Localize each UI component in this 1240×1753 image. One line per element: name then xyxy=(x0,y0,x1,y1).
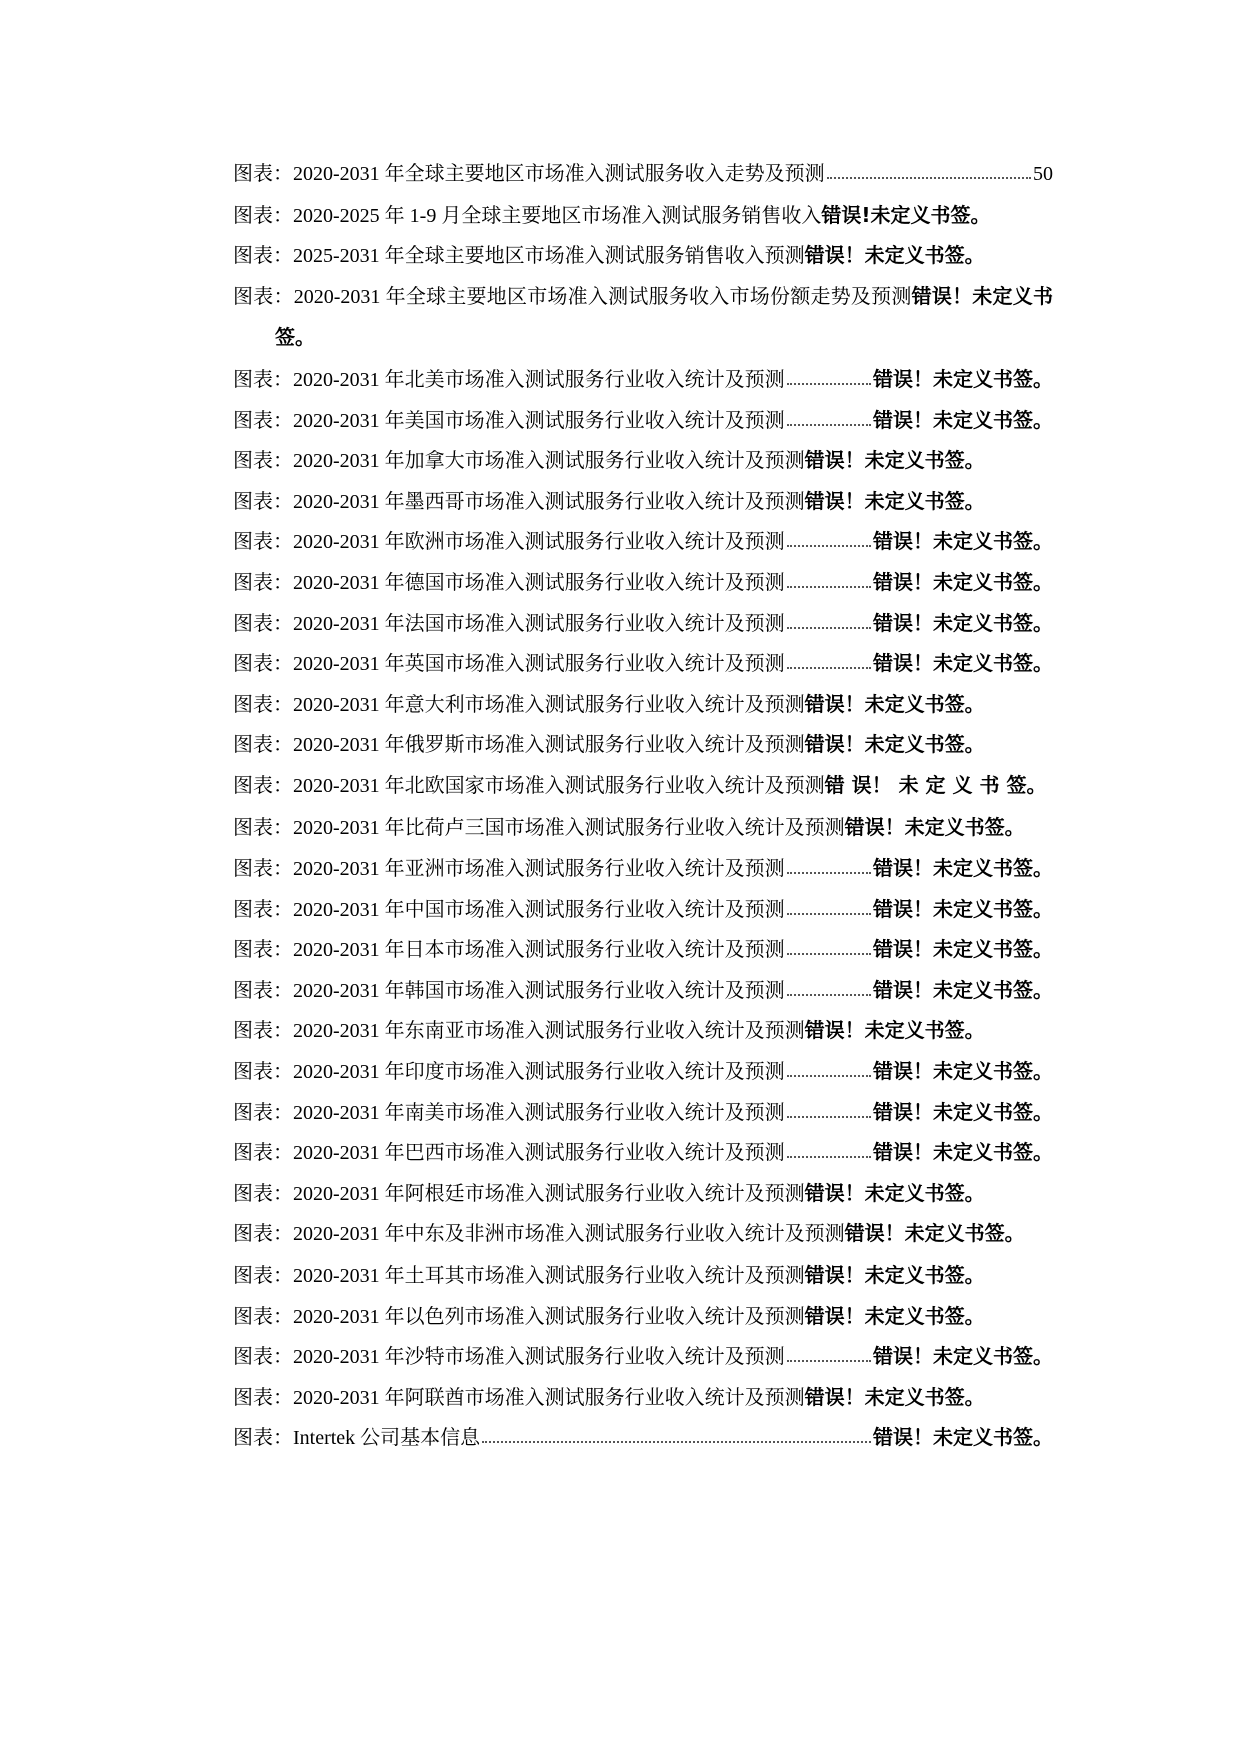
toc-entry-page-ref: 50 xyxy=(1033,163,1053,185)
toc-entry[interactable] xyxy=(233,643,1053,684)
toc-entry-title: 图表：Intertek 公司基本信息 xyxy=(233,1427,481,1450)
toc-dot-leader xyxy=(787,363,871,385)
toc-entry-page-ref: 错误！未定义书签。 xyxy=(804,1263,985,1288)
toc-entry-page-ref: 错误！未定义书签。 xyxy=(873,529,1053,554)
toc-entry[interactable] xyxy=(233,1213,1053,1255)
toc-entry-page-ref: 错误！未定义书签。 xyxy=(873,1140,1053,1165)
toc-entry-title: 图表：2020-2031 年东南亚市场准入测试服务行业收入统计及预测 xyxy=(233,1020,805,1043)
toc-entry-title: 图表：2020-2031 年阿联酋市场准入测试服务行业收入统计及预测 xyxy=(233,1386,805,1409)
toc-entry[interactable] xyxy=(233,235,1053,276)
toc-entry-title: 图表：2020-2031 年中国市场准入测试服务行业收入统计及预测 xyxy=(233,898,785,921)
toc-entry-title: 图表：2020-2031 年墨西哥市场准入测试服务行业收入统计及预测 xyxy=(233,490,805,513)
toc-entry-page-ref: 错误！未定义书签。 xyxy=(804,1180,985,1205)
toc-entry[interactable] xyxy=(233,970,1053,1011)
toc-entry-title: 图表：2020-2031 年北美市场准入测试服务行业收入统计及预测 xyxy=(233,368,785,391)
toc-entry[interactable] xyxy=(233,400,1053,441)
toc-entry[interactable] xyxy=(233,1173,1053,1214)
toc-entry-title: 图表：2020-2031 年沙特市场准入测试服务行业收入统计及预测 xyxy=(233,1346,785,1369)
toc-entry-title: 图表：2020-2031 年全球主要地区市场准入测试服务收入市场份额走势及预测 xyxy=(233,285,912,308)
toc-entry-page-ref: 错误！未定义书签。 xyxy=(804,448,985,473)
toc-entry[interactable] xyxy=(233,195,1053,236)
toc-entry[interactable] xyxy=(233,929,1053,970)
toc-entry[interactable] xyxy=(233,724,1053,765)
toc-entry-title: 图表：2020-2031 年法国市场准入测试服务行业收入统计及预测 xyxy=(233,612,785,635)
toc-entry[interactable] xyxy=(233,276,1053,359)
toc-entry-page-ref: 错误！未定义书签。 xyxy=(873,1059,1053,1084)
toc-dot-leader xyxy=(787,1055,871,1077)
toc-dot-leader xyxy=(787,607,871,629)
toc-dot-leader xyxy=(787,1340,871,1362)
toc-dot-leader xyxy=(787,566,871,588)
toc-dot-leader xyxy=(787,647,871,669)
toc-entry-title: 图表：2025-2031 年全球主要地区市场准入测试服务销售收入预测 xyxy=(233,245,805,268)
toc-entry-page-ref: 错误！未定义书签。 xyxy=(804,691,985,716)
toc-entry[interactable] xyxy=(233,1010,1053,1051)
toc-entry-page-ref: 错误！未定义书签。 xyxy=(804,488,985,513)
toc-entry-title: 图表：2020-2031 年阿根廷市场准入测试服务行业收入统计及预测 xyxy=(233,1182,805,1205)
toc-dot-leader xyxy=(827,157,1031,179)
toc-entry[interactable] xyxy=(233,807,1053,849)
toc-entry-page-ref: 错误！未定义书签。 xyxy=(873,610,1053,635)
toc-entry-page-ref: 错误！未定义书签。 xyxy=(844,1221,1025,1246)
toc-entry-title: 图表：2020-2031 年英国市场准入测试服务行业收入统计及预测 xyxy=(233,653,785,676)
toc-entry[interactable] xyxy=(233,1051,1053,1092)
toc-entry[interactable] xyxy=(233,603,1053,644)
toc-entry-page-ref: 错误！未定义书签。 xyxy=(873,1425,1053,1450)
toc-entry-title: 图表：2020-2031 年日本市场准入测试服务行业收入统计及预测 xyxy=(233,939,785,962)
toc-entry-title: 图表：2020-2031 年比荷卢三国市场准入测试服务行业收入统计及预测 xyxy=(233,816,845,839)
toc-entry-page-ref: 错 误！ 未 定 义 书 签。 xyxy=(824,772,1047,797)
toc-entry-page-ref: 错误！未定义书签。 xyxy=(804,243,985,268)
toc-entry[interactable] xyxy=(233,1377,1053,1418)
toc-dot-leader xyxy=(787,852,871,874)
toc-dot-leader xyxy=(787,933,871,955)
toc-dot-leader xyxy=(787,893,871,915)
toc-entry-title: 图表：2020-2031 年俄罗斯市场准入测试服务行业收入统计及预测 xyxy=(233,734,805,757)
toc-entry[interactable] xyxy=(233,684,1053,725)
toc-entry-page-ref: 错误！未定义书签。 xyxy=(804,1303,985,1328)
toc-dot-leader xyxy=(787,1096,871,1118)
toc-entry-title: 图表：2020-2031 年北欧国家市场准入测试服务行业收入统计及预测 xyxy=(233,774,825,797)
toc-entry[interactable] xyxy=(233,1417,1053,1458)
toc-entry-page-ref: 错误！未定义书签。 xyxy=(873,1099,1053,1124)
toc-dot-leader xyxy=(482,1421,871,1443)
toc-entry-page-ref: 错误！未定义书签。 xyxy=(873,937,1053,962)
toc-entry-page-ref: 错误！未定义书签。 xyxy=(873,977,1053,1002)
toc-entry-page-ref: 错误！未定义书签。 xyxy=(804,1018,985,1043)
toc-entry-page-ref: 错误！未定义书签。 xyxy=(844,814,1025,839)
toc-entry[interactable] xyxy=(233,1296,1053,1337)
toc-entry[interactable] xyxy=(233,889,1053,930)
toc-entry-page-ref: 错误！未定义书签。 xyxy=(804,1384,985,1409)
toc-entry-title: 图表：2020-2031 年德国市场准入测试服务行业收入统计及预测 xyxy=(233,571,785,594)
toc-entry-title: 图表：2020-2031 年意大利市场准入测试服务行业收入统计及预测 xyxy=(233,693,805,716)
toc-dot-leader xyxy=(787,525,871,547)
toc-entry-page-ref: 错误！未定义书签。 xyxy=(873,651,1053,676)
toc-entry[interactable] xyxy=(233,1132,1053,1173)
toc-entry-title: 图表：2020-2031 年美国市场准入测试服务行业收入统计及预测 xyxy=(233,409,785,432)
toc-entry[interactable] xyxy=(233,765,1053,807)
toc-dot-leader xyxy=(787,974,871,996)
toc-entry-title: 图表：2020-2031 年印度市场准入测试服务行业收入统计及预测 xyxy=(233,1061,785,1084)
toc-entry-title: 图表：2020-2031 年韩国市场准入测试服务行业收入统计及预测 xyxy=(233,979,785,1002)
toc-entry[interactable] xyxy=(233,154,1053,195)
toc-entry-page-ref: 错误！未定义书签。 xyxy=(873,366,1053,391)
toc-entry-page-ref: 错误！未定义书签。 xyxy=(873,896,1053,921)
toc-entry-title: 图表：2020-2031 年南美市场准入测试服务行业收入统计及预测 xyxy=(233,1101,785,1124)
toc-dot-leader xyxy=(787,404,871,426)
toc-entry[interactable] xyxy=(233,481,1053,522)
toc-entry-title: 图表：2020-2031 年土耳其市场准入测试服务行业收入统计及预测 xyxy=(233,1265,805,1288)
toc-entry-page-ref: 错误！未定义书签。 xyxy=(873,1344,1053,1369)
toc-entry[interactable] xyxy=(233,848,1053,889)
toc-entry[interactable] xyxy=(233,521,1053,562)
toc-entry-page-ref: 错误！未定义书签。 xyxy=(873,856,1053,881)
toc-entry[interactable] xyxy=(233,562,1053,603)
toc-dot-leader xyxy=(787,1136,871,1158)
table-of-figures xyxy=(233,154,1053,1458)
toc-entry[interactable] xyxy=(233,359,1053,400)
toc-entry-page-ref: 错误！未定义书签。 xyxy=(873,569,1053,594)
toc-entry-title: 图表：2020-2031 年加拿大市场准入测试服务行业收入统计及预测 xyxy=(233,450,805,473)
toc-entry-title: 图表：2020-2031 年欧洲市场准入测试服务行业收入统计及预测 xyxy=(233,531,785,554)
toc-entry-page-ref: 错误！未定义书签。 xyxy=(804,732,985,757)
toc-entry-title: 图表：2020-2031 年全球主要地区市场准入测试服务收入走势及预测 xyxy=(233,163,825,185)
toc-entry[interactable] xyxy=(233,1336,1053,1377)
toc-entry-title: 图表：2020-2031 年巴西市场准入测试服务行业收入统计及预测 xyxy=(233,1142,785,1165)
toc-entry[interactable] xyxy=(233,1255,1053,1296)
toc-entry-title: 图表：2020-2031 年中东及非洲市场准入测试服务行业收入统计及预测 xyxy=(233,1223,845,1246)
toc-entry-title: 图表：2020-2025 年 1-9 月全球主要地区市场准入测试服务销售收入 xyxy=(233,204,822,227)
toc-entry-page-ref: 错误！未定义书签。 xyxy=(275,283,1053,350)
toc-entry[interactable] xyxy=(233,1092,1053,1133)
toc-entry-title: 图表：2020-2031 年以色列市场准入测试服务行业收入统计及预测 xyxy=(233,1305,805,1328)
toc-entry-page-ref: 错误！未定义书签。 xyxy=(873,407,1053,432)
toc-entry-page-ref: 错误!未定义书签。 xyxy=(821,202,991,227)
toc-entry-title: 图表：2020-2031 年亚洲市场准入测试服务行业收入统计及预测 xyxy=(233,858,785,881)
toc-entry[interactable] xyxy=(233,440,1053,481)
